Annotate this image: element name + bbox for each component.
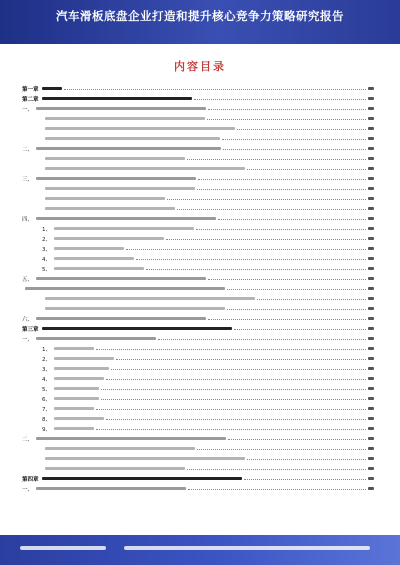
toc-leader-dots (208, 279, 366, 280)
toc-page-number (368, 87, 374, 90)
toc-page-number (368, 307, 374, 310)
toc-leader-dots (207, 119, 366, 120)
toc-entry-number: 五、 (22, 276, 34, 283)
toc-leader-dots (208, 319, 366, 320)
toc-entry-title (54, 257, 134, 260)
toc-entry[interactable] (22, 484, 374, 493)
toc-page-number (368, 147, 374, 150)
toc-leader-dots (96, 349, 366, 350)
toc-page-number (368, 287, 374, 290)
toc-entry-title (45, 197, 165, 200)
toc-leader-dots (136, 259, 366, 260)
toc-entry-title (45, 137, 220, 140)
toc-leader-dots (187, 159, 366, 160)
toc-entry-title (54, 367, 109, 370)
toc-entry-title (36, 147, 221, 150)
toc-entry-number: 3、 (42, 366, 51, 373)
toc-entry-title (45, 117, 205, 120)
toc-entry-title (45, 157, 185, 160)
toc-page-number (368, 187, 374, 190)
toc-entry-title (54, 347, 94, 350)
toc-entry-number: 2、 (42, 236, 51, 243)
toc-leader-dots (208, 109, 366, 110)
toc-entry[interactable] (42, 194, 374, 203)
toc-entry-number: 第二章 (22, 96, 39, 103)
toc-leader-dots (111, 369, 366, 370)
toc-page-number (368, 467, 374, 470)
toc-entry[interactable] (22, 334, 374, 343)
toc-entry[interactable] (42, 424, 374, 433)
toc-entry[interactable] (22, 174, 374, 183)
toc-entry-title (25, 287, 225, 290)
toc-leader-dots (227, 289, 366, 290)
toc-entry[interactable] (22, 84, 374, 93)
toc-leader-dots (96, 429, 366, 430)
toc-entry[interactable] (22, 314, 374, 323)
toc-heading: 内容目录 (174, 60, 226, 73)
toc-leader-dots (126, 249, 366, 250)
toc-entry[interactable] (22, 104, 374, 113)
toc-entry-number: 4、 (42, 256, 51, 263)
toc-entry[interactable] (22, 94, 374, 103)
toc-leader-dots (197, 449, 366, 450)
toc-entry-title (42, 87, 62, 91)
toc-entry-number: 二、 (22, 146, 34, 153)
toc-entry-title (54, 407, 94, 410)
toc-page-number (368, 117, 374, 120)
toc-entry-title (54, 357, 114, 360)
toc-entry-number: 三、 (22, 176, 34, 183)
toc-entry-title (36, 337, 156, 340)
toc-entry-title (54, 247, 124, 250)
toc-leader-dots (198, 179, 366, 180)
toc-page-number (368, 387, 374, 390)
toc-leader-dots (106, 379, 366, 380)
toc-entry-title (36, 107, 206, 110)
toc-entry-title (45, 207, 175, 210)
toc-leader-dots (218, 219, 366, 220)
toc-leader-dots (167, 199, 366, 200)
toc-page-number (368, 367, 374, 370)
toc-entry[interactable] (42, 374, 374, 383)
toc-entry-title (36, 177, 196, 180)
toc-leader-dots (187, 469, 366, 470)
toc-page-number (368, 457, 374, 460)
toc-entry-number: 5、 (42, 266, 51, 273)
toc-entry[interactable] (42, 264, 374, 273)
toc-entry-title (36, 317, 206, 320)
toc-leader-dots (101, 399, 366, 400)
toc-entry[interactable] (22, 474, 374, 483)
toc-leader-dots (64, 89, 366, 90)
toc-entry-number: 六、 (22, 316, 34, 323)
toc-page-number (368, 447, 374, 450)
toc-entry-number: 8、 (42, 416, 51, 423)
toc-entry[interactable] (42, 304, 374, 313)
toc-page-number (368, 227, 374, 230)
table-of-contents (22, 84, 374, 504)
toc-leader-dots (177, 209, 366, 210)
toc-leader-dots (197, 189, 366, 190)
toc-entry[interactable] (42, 354, 374, 363)
toc-entry[interactable] (42, 464, 374, 473)
toc-page-number (368, 337, 374, 340)
toc-entry[interactable] (22, 214, 374, 223)
toc-entry-number: 第三章 (22, 326, 39, 333)
header-banner (0, 0, 400, 44)
footer-block (124, 546, 370, 550)
toc-leader-dots (234, 329, 366, 330)
toc-entry[interactable] (42, 234, 374, 243)
toc-entry-number: 5、 (42, 386, 51, 393)
toc-leader-dots (188, 489, 366, 490)
toc-page-number (368, 157, 374, 160)
toc-page-number (368, 267, 374, 270)
toc-leader-dots (116, 359, 366, 360)
toc-entry-title (54, 237, 164, 240)
toc-entry-title (36, 277, 206, 280)
toc-leader-dots (223, 149, 366, 150)
toc-leader-dots (106, 419, 366, 420)
toc-page-number (368, 397, 374, 400)
toc-entry[interactable] (42, 244, 374, 253)
toc-entry-title (45, 447, 195, 450)
toc-leader-dots (101, 389, 366, 390)
toc-leader-dots (247, 459, 366, 460)
toc-entry-title (54, 387, 99, 390)
toc-page-number (368, 197, 374, 200)
toc-page-number (368, 407, 374, 410)
footer-block (20, 546, 106, 550)
toc-entry-title (45, 127, 235, 130)
toc-entry-number: 9、 (42, 426, 51, 433)
toc-page-number (368, 487, 374, 490)
toc-entry[interactable] (22, 324, 374, 333)
toc-entry[interactable] (22, 274, 374, 283)
toc-page-number (368, 417, 374, 420)
toc-page-number (368, 477, 374, 480)
toc-entry-title (36, 487, 186, 490)
toc-leader-dots (158, 339, 366, 340)
toc-entry[interactable] (42, 204, 374, 213)
toc-page-number (368, 137, 374, 140)
toc-entry-title (45, 297, 255, 300)
toc-page-number (368, 347, 374, 350)
toc-entry[interactable] (42, 444, 374, 453)
toc-entry[interactable] (42, 344, 374, 353)
toc-entry[interactable] (42, 404, 374, 413)
toc-entry-title (36, 217, 216, 220)
toc-entry[interactable] (22, 434, 374, 443)
toc-leader-dots (166, 239, 366, 240)
toc-page-number (368, 237, 374, 240)
toc-leader-dots (146, 269, 366, 270)
toc-entry-number: 一、 (22, 486, 34, 493)
toc-page-number (368, 377, 374, 380)
toc-entry-title (36, 437, 226, 440)
footer-banner (0, 535, 400, 565)
toc-leader-dots (194, 99, 366, 100)
toc-entry[interactable] (42, 364, 374, 373)
toc-entry[interactable] (22, 284, 374, 293)
toc-entry[interactable] (42, 164, 374, 173)
toc-entry-number: 6、 (42, 396, 51, 403)
toc-entry[interactable] (42, 154, 374, 163)
toc-page-number (368, 277, 374, 280)
toc-entry-number: 二、 (22, 436, 34, 443)
toc-leader-dots (96, 409, 366, 410)
toc-page-number (368, 127, 374, 130)
toc-leader-dots (222, 139, 366, 140)
toc-entry-number: 3、 (42, 246, 51, 253)
toc-entry-title (54, 267, 144, 270)
toc-leader-dots (244, 479, 366, 480)
toc-entry-number: 第四章 (22, 476, 39, 483)
toc-entry-number: 一、 (22, 106, 34, 113)
toc-entry-title (54, 417, 104, 420)
toc-entry-title (54, 397, 99, 400)
toc-entry-title (54, 377, 104, 380)
toc-entry[interactable] (42, 114, 374, 123)
toc-entry[interactable] (42, 394, 374, 403)
toc-entry[interactable] (42, 134, 374, 143)
toc-page-number (368, 207, 374, 210)
toc-page-number (368, 357, 374, 360)
toc-entry[interactable] (42, 454, 374, 463)
toc-page-number (368, 327, 374, 330)
toc-entry-number: 7、 (42, 406, 51, 413)
toc-entry[interactable] (22, 144, 374, 153)
toc-entry-title (45, 307, 225, 310)
toc-entry[interactable] (42, 254, 374, 263)
footer-text (0, 543, 400, 555)
toc-leader-dots (228, 439, 366, 440)
report-title: 汽车滑板底盘企业打造和提升核心竞争力策略研究报告 (56, 9, 344, 23)
toc-entry-title (45, 187, 195, 190)
toc-page-number (368, 167, 374, 170)
toc-entry-number: 1、 (42, 226, 51, 233)
toc-entry-number: 四、 (22, 216, 34, 223)
toc-page-number (368, 217, 374, 220)
toc-leader-dots (257, 299, 366, 300)
toc-entry-number: 4、 (42, 376, 51, 383)
toc-entry-title (42, 327, 232, 331)
toc-leader-dots (196, 229, 366, 230)
toc-entry[interactable] (42, 414, 374, 423)
toc-leader-dots (237, 129, 366, 130)
toc-entry-number: 2、 (42, 356, 51, 363)
toc-page-number (368, 427, 374, 430)
toc-page-number (368, 437, 374, 440)
toc-entry-title (45, 457, 245, 460)
toc-entry[interactable] (42, 294, 374, 303)
toc-entry-number: 一、 (22, 336, 34, 343)
toc-page-number (368, 97, 374, 100)
toc-entry-title (54, 227, 194, 230)
toc-entry-title (54, 427, 94, 430)
toc-page-number (368, 317, 374, 320)
toc-entry[interactable] (42, 384, 374, 393)
toc-entry-title (45, 167, 245, 170)
toc-entry[interactable] (42, 224, 374, 233)
toc-entry[interactable] (42, 184, 374, 193)
toc-entry-number: 1、 (42, 346, 51, 353)
toc-page-number (368, 297, 374, 300)
toc-leader-dots (247, 169, 366, 170)
toc-entry-title (45, 467, 185, 470)
toc-entry-number: 第一章 (22, 86, 39, 93)
toc-page-number (368, 257, 374, 260)
toc-page-number (368, 247, 374, 250)
toc-entry-title (42, 477, 242, 481)
toc-entry-title (42, 97, 192, 101)
toc-entry[interactable] (42, 124, 374, 133)
toc-page-number (368, 107, 374, 110)
toc-leader-dots (227, 309, 366, 310)
toc-page-number (368, 177, 374, 180)
